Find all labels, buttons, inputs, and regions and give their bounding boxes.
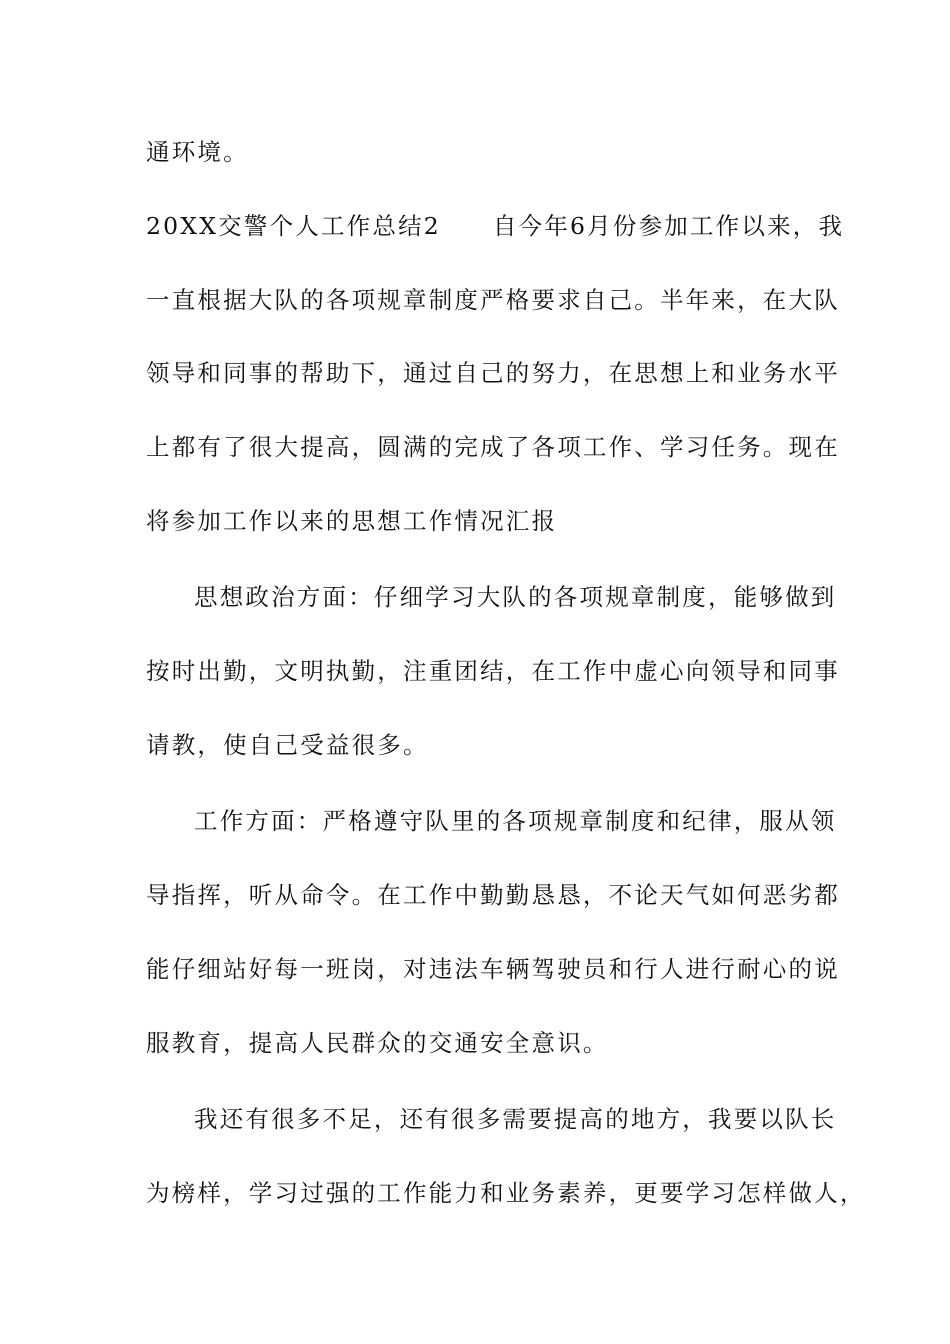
text-line: 能仔细站好每一班岗，对违法车辆驾驶员和行人进行耐心的说 <box>146 955 840 983</box>
text-line: 请教，使自己受益很多。 <box>146 731 429 759</box>
paragraph-start-line: 思想政治方面：仔细学习大队的各项规章制度，能够做到 <box>194 583 837 611</box>
text-line: 通环境。 <box>146 138 249 166</box>
paragraph-start-line: 我还有很多不足，还有很多需要提高的地方，我要以队长 <box>194 1105 837 1133</box>
paragraph-start-line: 工作方面：严格遵守队里的各项规章制度和纪律，服从领 <box>194 807 837 835</box>
text-line: 将参加工作以来的思想工作情况汇报 <box>146 507 558 535</box>
text-line: 领导和同事的帮助下，通过自己的努力，在思想上和业务水平 <box>146 359 840 387</box>
text-line: 自今年6月份参加工作以来，我 <box>492 212 845 240</box>
text-line: 导指挥，听从命令。在工作中勤勤恳恳，不论天气如何恶劣都 <box>146 881 840 909</box>
text-line: 一直根据大队的各项规章制度严格要求自己。半年来，在大队 <box>146 286 840 314</box>
text-line: 按时出勤，文明执勤，注重团结，在工作中虚心向领导和同事 <box>146 657 840 685</box>
section-title: 20XX交警个人工作总结2 <box>146 212 441 240</box>
text-line: 上都有了很大提高，圆满的完成了各项工作、学习任务。现在 <box>146 433 840 461</box>
text-line: 服教育，提高人民群众的交通安全意识。 <box>146 1029 609 1057</box>
section-title-line <box>146 211 845 241</box>
text-line: 为榜样，学习过强的工作能力和业务素养，更要学习怎样做人， <box>146 1179 866 1207</box>
